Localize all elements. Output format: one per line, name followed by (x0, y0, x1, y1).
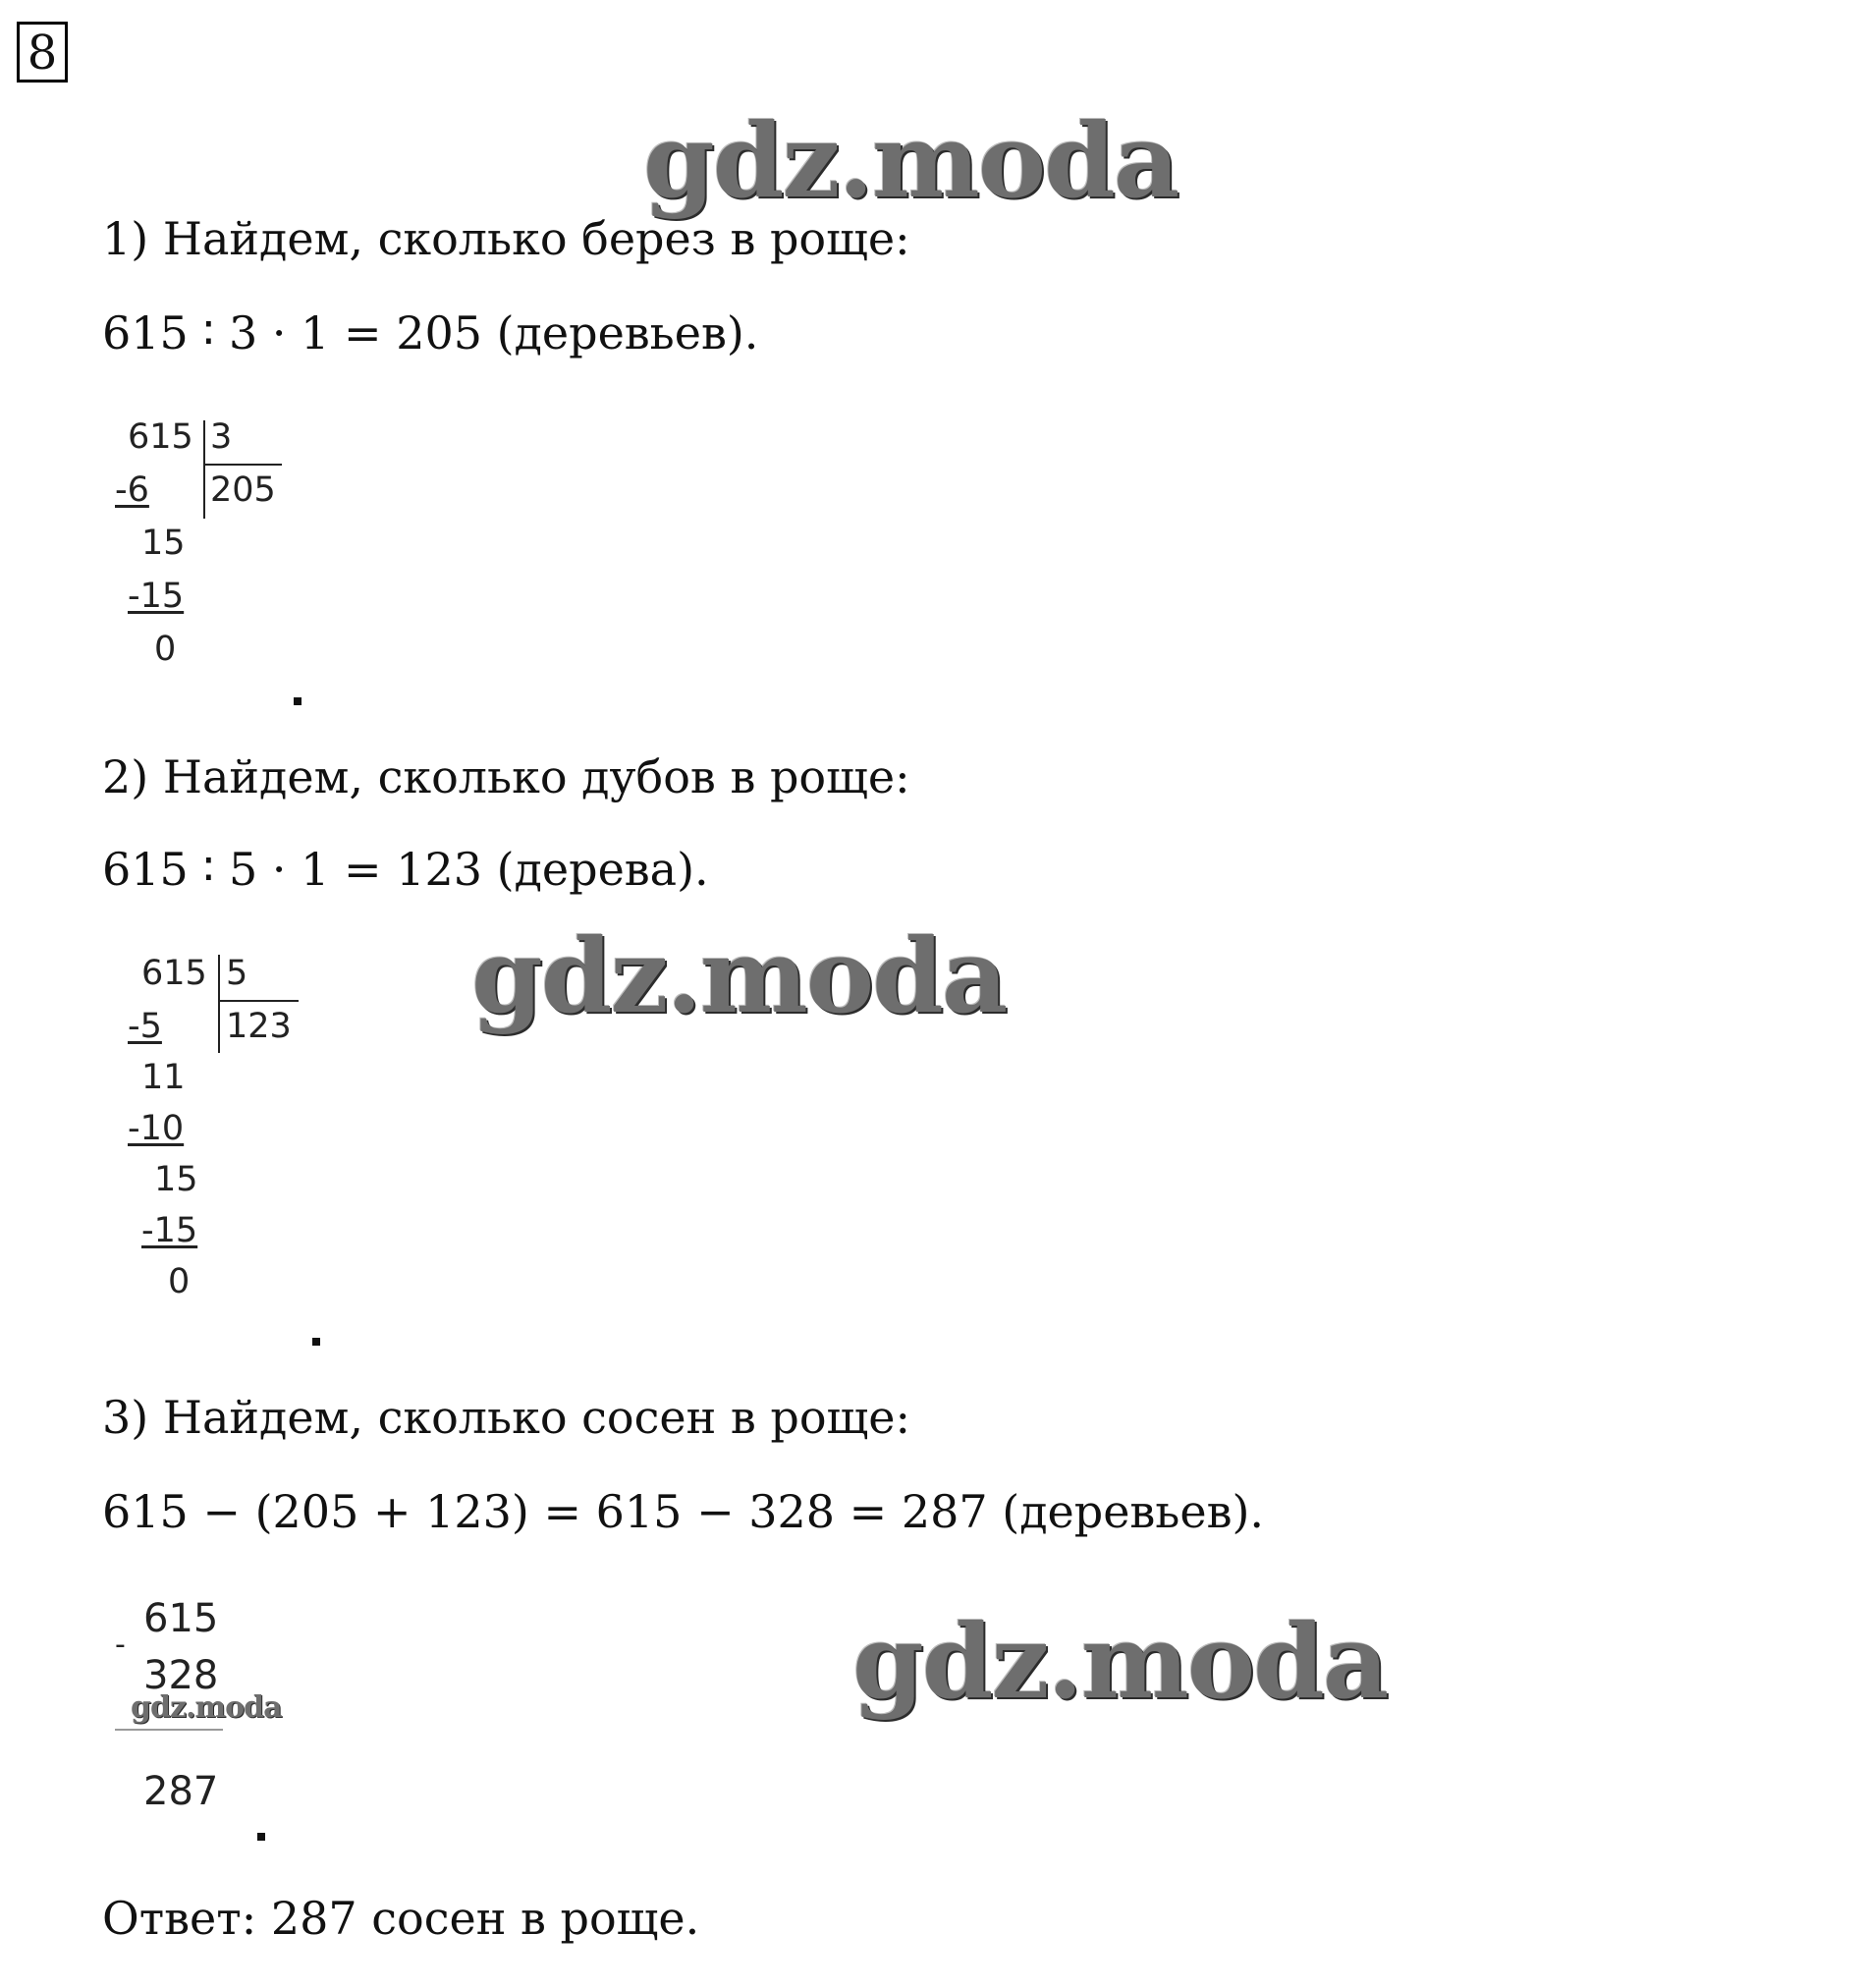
step3-expression: 615 − (205 + 123) = 615 − 328 = 287 (деревьев). (102, 1485, 1265, 1538)
period-mark (294, 697, 302, 705)
quotient: 205 (210, 470, 276, 510)
division-row: -5 (128, 1007, 162, 1046)
difference: 287 (143, 1769, 219, 1814)
watermark-logo: gdz.moda (131, 1690, 282, 1725)
dividend: 615 (141, 954, 207, 993)
division-horizontal-bar (203, 464, 282, 466)
watermark-logo: gdz.moda (643, 100, 1179, 221)
period-mark (257, 1833, 265, 1841)
watermark-logo: gdz.moda (471, 915, 1007, 1036)
divisor: 3 (210, 417, 233, 457)
step2-expression: 615 ∶ 5 · 1 = 123 (дерева). (102, 843, 709, 896)
quotient: 123 (226, 1007, 292, 1046)
division-row: 15 (154, 1160, 198, 1199)
division-row: 15 (141, 524, 186, 563)
minus-sign: - (115, 1628, 126, 1662)
answer-line: Ответ: 287 сосен в роще. (102, 1892, 700, 1945)
step1-heading: 1) Найдем, сколько берез в роще: (102, 212, 910, 265)
subtrahend: 328 (143, 1653, 219, 1698)
division-vertical-bar (203, 420, 205, 519)
division-row: -6 (115, 470, 149, 510)
dividend: 615 (128, 417, 193, 457)
division-horizontal-bar (218, 1000, 299, 1002)
division-row: -10 (128, 1109, 185, 1148)
period-mark (312, 1338, 320, 1346)
minuend: 615 (143, 1596, 219, 1641)
subtraction-line (115, 1729, 223, 1731)
divisor: 5 (226, 954, 248, 993)
division-row: 0 (168, 1262, 191, 1301)
step1-expression: 615 ∶ 3 · 1 = 205 (деревьев). (102, 306, 759, 359)
division-row: -15 (141, 1211, 198, 1250)
division-row: 11 (141, 1058, 186, 1097)
division-vertical-bar (218, 955, 220, 1053)
task-number: 8 (17, 22, 68, 83)
division-row: 0 (154, 630, 177, 669)
step2-heading: 2) Найдем, сколько дубов в роще: (102, 750, 910, 803)
watermark-logo: gdz.moda (852, 1601, 1388, 1722)
step3-heading: 3) Найдем, сколько сосен в роще: (102, 1391, 911, 1444)
division-row: -15 (128, 577, 185, 616)
